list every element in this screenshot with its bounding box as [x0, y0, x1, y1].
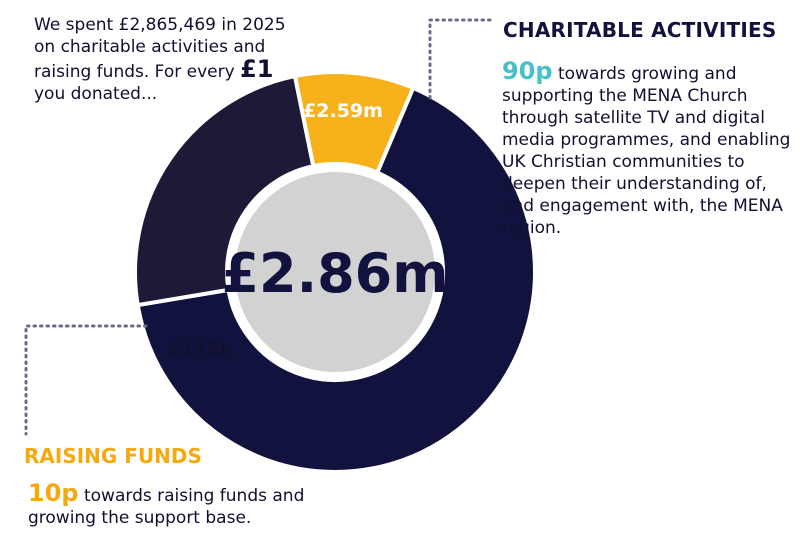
charitable-activities-value-label: £2.59m: [303, 100, 383, 122]
raising-funds-text: towards raising funds and growing the support base.: [28, 486, 305, 528]
intro-text-start: We spent £2,865,469 in 2025 on charitable activities and raising funds. For every: [34, 15, 286, 82]
intro-highlight: £1: [240, 55, 274, 83]
raising-funds-value-label: £275k: [166, 339, 232, 361]
charitable-activities-connector: [430, 20, 493, 98]
raising-funds-description: [28, 479, 318, 529]
charitable-activities-heading: CHARITABLE ACTIVITIES: [503, 18, 777, 42]
charitable-activities-description: [502, 57, 792, 239]
raising-funds-pence: 10p: [28, 479, 79, 507]
charitable-activities-pence: 90p: [502, 57, 553, 85]
intro-text-end: you donated...: [34, 84, 158, 104]
raising-funds-heading: RAISING FUNDS: [24, 444, 202, 468]
raising-funds-connector: [26, 326, 146, 434]
intro-text: [34, 14, 302, 105]
charitable-activities-text: towards growing and supporting the MENA Church through satellite TV and digital media programmes, and enabling UK Christian communities to deepen their understanding of, and engagement with, the MENA region.: [502, 64, 791, 238]
chart-center-label: £2.86m: [221, 242, 449, 305]
